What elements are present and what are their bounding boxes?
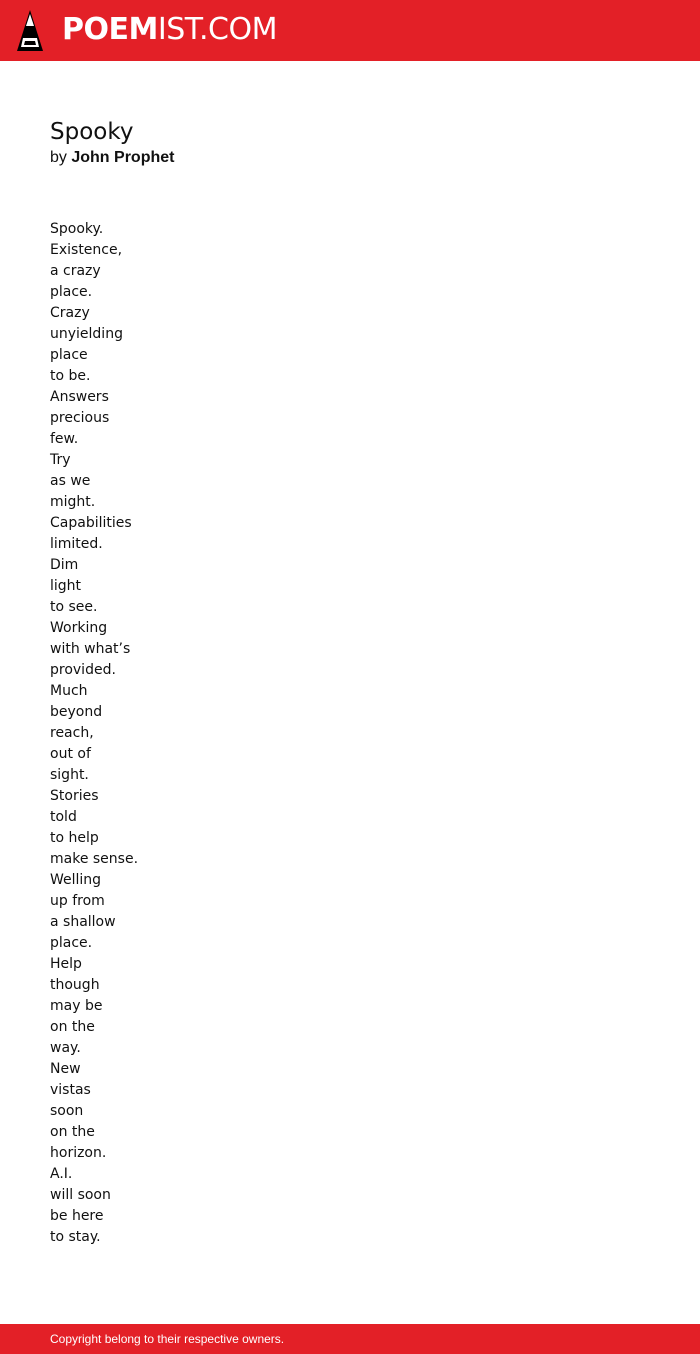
poem-line: horizon. — [50, 1145, 107, 1161]
poem-line: sight. — [50, 767, 89, 783]
poem-line: soon — [50, 1103, 84, 1119]
poem-line: out of — [50, 746, 91, 762]
poem-title: Spooky — [50, 119, 134, 145]
poem-line: as we — [50, 473, 91, 489]
poem-line: few. — [50, 431, 79, 447]
poem-line: to help — [50, 830, 99, 846]
poem-line: Dim — [50, 557, 79, 573]
site-header — [0, 0, 700, 61]
poem-line: light — [50, 578, 82, 594]
poem-line: vistas — [50, 1082, 91, 1098]
poem-line: on the — [50, 1124, 95, 1140]
poem-line: to see. — [50, 599, 98, 615]
poem-line: Help — [50, 956, 82, 972]
poem-body — [50, 219, 650, 1248]
poem-line: unyielding — [50, 326, 123, 342]
poem-line: a crazy — [50, 263, 101, 279]
poem-line: provided. — [50, 662, 116, 678]
poem-line: will soon — [50, 1187, 111, 1203]
poem-line: might. — [50, 494, 96, 510]
poem-line: told — [50, 809, 77, 825]
poem-line: way. — [50, 1040, 81, 1056]
poem-line: place. — [50, 935, 93, 951]
poem-line: Existence, — [50, 242, 123, 258]
poem-line: Spooky. — [50, 221, 104, 237]
poem-byline — [50, 148, 650, 168]
poem-line: though — [50, 977, 100, 993]
copyright-text: Copyright belong to their respective owners. — [50, 1332, 285, 1346]
poem-line: beyond — [50, 704, 103, 720]
poem-line: place. — [50, 284, 93, 300]
poem-line: Stories — [50, 788, 99, 804]
poem-line: to stay. — [50, 1229, 101, 1245]
logo-light-text: IST.COM — [157, 12, 277, 47]
poem-line: to be. — [50, 368, 91, 384]
poem-line: reach, — [50, 725, 94, 741]
poem-line: Much — [50, 683, 88, 699]
poem-line: Capabilities — [50, 515, 132, 531]
poem-line: be here — [50, 1208, 104, 1224]
poem-author: John Prophet — [71, 149, 175, 166]
poem-line: Crazy — [50, 305, 90, 321]
poem-line: precious — [50, 410, 110, 426]
site-logo-text — [62, 12, 277, 48]
poem-line: A.I. — [50, 1166, 73, 1182]
poem-line: place — [50, 347, 88, 363]
poem-line: Answers — [50, 389, 109, 405]
poem-line: Working — [50, 620, 108, 636]
site-footer — [0, 1324, 700, 1354]
poem-line: on the — [50, 1019, 95, 1035]
poem-line: Welling — [50, 872, 102, 888]
poem-line: New — [50, 1061, 81, 1077]
poem-line: limited. — [50, 536, 103, 552]
poem-line: may be — [50, 998, 103, 1014]
poem-line: make sense. — [50, 851, 139, 867]
poem-line: up from — [50, 893, 105, 909]
poem-header — [50, 115, 650, 168]
poem-line: a shallow — [50, 914, 116, 930]
poem-line: Try — [50, 452, 71, 468]
pencil-tip-icon — [17, 10, 43, 51]
logo-bold-text: POEM — [62, 12, 158, 47]
poem-line: with what’s — [50, 641, 131, 657]
by-label: by — [50, 149, 67, 166]
